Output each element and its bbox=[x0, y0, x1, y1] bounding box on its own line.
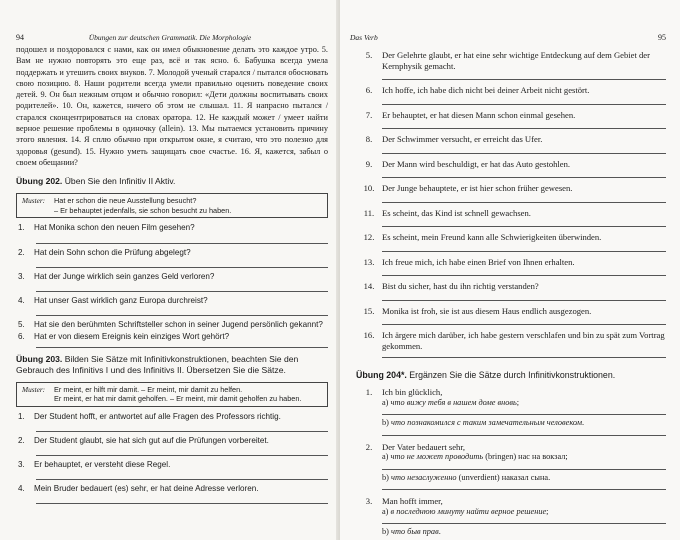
list-item: 3. Hat der Junge wirklich sein ganzes Geld verloren? bbox=[16, 272, 328, 292]
answer-line bbox=[382, 79, 666, 80]
answer-line bbox=[382, 275, 666, 276]
list-item: 13. Ich freue mich, ich habe einen Brief von Ihnen erhalten. bbox=[356, 257, 666, 277]
right-page-number: 95 bbox=[658, 33, 666, 42]
answer-line bbox=[382, 104, 666, 105]
list-item: 9. Der Mann wird beschuldigt, er hat das Auto gestohlen. bbox=[356, 159, 666, 179]
list-item: 6. Hat er von diesem Ereignis kein einziges Wort gehört? bbox=[16, 332, 328, 347]
answer-line bbox=[382, 324, 666, 325]
answer-line bbox=[382, 153, 666, 154]
answer-line bbox=[36, 243, 328, 244]
answer-line bbox=[382, 177, 666, 178]
list-item: 6. Ich hoffe, ich habe dich nicht bei deiner Arbeit nicht gestört. bbox=[356, 85, 666, 105]
example-label: Muster: bbox=[22, 196, 46, 206]
exercise-204-items bbox=[356, 387, 666, 540]
list-item: 2. Der Student glaubt, sie hat sich gut auf die Prüfungen vorbereitet. bbox=[16, 436, 328, 456]
option-b: b) что познакомился с таким замечательным человеком. bbox=[382, 418, 585, 427]
exercise-203-title: Übung 203. Bilden Sie Sätze mit Infinitivkonstruktionen, beachten Sie den Gebrauch des Infinitivs I und des Infinitivs II. Übersetzen Sie die Sätze. bbox=[16, 353, 299, 375]
answer-line bbox=[36, 315, 328, 316]
answer-line bbox=[36, 291, 328, 292]
left-page-number: 94 bbox=[16, 33, 24, 42]
answer-line bbox=[382, 202, 666, 203]
exercise-204-title: Übung 204*. Ergänzen Sie die Sätze durch Infinitivkonstruktionen. bbox=[356, 370, 616, 380]
list-item: 8. Der Schwimmer versucht, er erreicht das Ufer. bbox=[356, 134, 666, 154]
answer-line bbox=[382, 435, 666, 436]
answer-line bbox=[382, 357, 666, 358]
list-item: 4. Hat unser Gast wirklich ganz Europa durchreist? bbox=[16, 296, 328, 316]
answer-line bbox=[36, 431, 328, 432]
example-line: Er meint, er hilft mir damit. – Er meint, mir damit zu helfen. bbox=[54, 384, 243, 394]
option-b: b) что быв прав. bbox=[382, 527, 441, 536]
list-item: 14. Bist du sicher, hast du ihn richtig verstanden? bbox=[356, 281, 666, 301]
answer-line bbox=[382, 469, 666, 470]
list-item: 7. Er behauptet, er hat diesen Mann schon einmal gesehen. bbox=[356, 110, 666, 130]
answer-line bbox=[36, 479, 328, 480]
answer-line bbox=[382, 251, 666, 252]
list-item: 2. Hat dein Sohn schon die Prüfung abgelegt? bbox=[16, 248, 328, 268]
option-a: a) в последнюю минуту найти верное решение; bbox=[382, 506, 549, 516]
list-item: 2. Der Vater bedauert sehr, a) что не может проводить (bringen) нас на вокзал; b) что незаслуженно (unverdient) наказал сына. bbox=[356, 442, 666, 491]
answer-line bbox=[36, 455, 328, 456]
answer-line bbox=[382, 128, 666, 129]
option-b: b) что незаслуженно (unverdient) наказал сына. bbox=[382, 472, 551, 482]
left-running-head: Übungen zur deutschen Grammatik. Die Morphologie bbox=[88, 33, 252, 42]
exercise-202-example-box bbox=[16, 193, 328, 218]
exercise-203-example-box bbox=[16, 382, 328, 407]
list-item: 11. Es scheint, das Kind ist schnell gewachsen. bbox=[356, 208, 666, 228]
list-item: 15. Monika ist froh, sie ist aus diesem Haus endlich ausgezogen. bbox=[356, 306, 666, 326]
answer-line bbox=[382, 414, 666, 415]
answer-line bbox=[36, 267, 328, 268]
example-line: – Er behauptet jedenfalls, sie schon besucht zu haben. bbox=[54, 205, 232, 215]
answer-line bbox=[382, 300, 666, 301]
list-item: 5. Hat sie den berühmten Schriftsteller schon in seiner Jugend persönlich gekannt? bbox=[18, 320, 323, 330]
continued-translation-text: подошел и поздоровался с нами, как он имел обыкновение делать это каждое утро. 5. Вам не нужно повторять это еще раз, всё и так ясно. 6. Бабушка всегда умела поддержать и утешить своих внуков. 7. Молодой ученый старался / пытался обосновать свою позицию. 8. Наши родители всегда умели правильно оценить поведение своих детей. 9. Он был нежным отцом и обычно говорил: «Дети должны воспитывать своих родителей». 10. Он, кажется, ничего об этом не слышал. 11. Я напрасно пытался / старался сконцентрироваться на словах оратора. 12. Не каждый может / умеет найти верное решение проблемы в одиночку (allein). 13. Мы пытаемся установить причину этого явления. 14. Я сплю обычно при открытом окне, я считаю, что это полезно для здоровья (gesund). 15. Нужно уметь защищать свое счастье. 16. Я, кажется, забыл о своем обещании? bbox=[16, 45, 328, 167]
list-item: 3. Er behauptet, er versteht diese Regel. bbox=[16, 460, 328, 480]
exercise-202-title: Übung 202. Üben Sie den Infinitiv II Aktiv. bbox=[16, 176, 176, 187]
option-a: a) что вижу тебя в нашем доме вновь; bbox=[382, 397, 520, 407]
example-label: Muster: bbox=[22, 384, 46, 394]
list-item: 1. Ich bin glücklich, a) что вижу тебя в нашем доме вновь; b) что познакомился с таким замечательным человеком. bbox=[356, 387, 666, 436]
list-item: 10. Der Junge behauptete, er ist hier schon früher gewesen. bbox=[356, 183, 666, 203]
exercise-203-items bbox=[16, 412, 328, 504]
example-line: Hat er schon die neue Ausstellung besucht? bbox=[54, 196, 197, 206]
list-item: 3. Man hofft immer, a) в последнюю минуту найти верное решение; b) что быв прав. bbox=[356, 496, 666, 540]
example-line: Er meint, er hat mir damit geholfen. – Er meint, mir damit geholfen zu haben. bbox=[54, 394, 302, 404]
right-running-head: Das Verb bbox=[350, 33, 378, 42]
answer-line bbox=[382, 523, 666, 524]
answer-line bbox=[36, 347, 328, 348]
exercise-202-items bbox=[16, 223, 328, 347]
exercise-203-items-continued bbox=[356, 50, 666, 358]
list-item: 5. Der Gelehrte glaubt, er hat eine sehr wichtige Entdeckung auf dem Gebiet der Kernphysik gemacht. bbox=[356, 50, 666, 80]
option-a: a) что не может проводить (bringen) нас на вокзал; bbox=[382, 452, 568, 461]
list-item: 16. Ich ärgere mich darüber, ich habe gestern verschlafen und bin zu spät zum Vortrag gekommen. bbox=[356, 330, 666, 358]
list-item: 4. Mein Bruder bedauert (es) sehr, er hat deine Adresse verloren. bbox=[16, 484, 328, 503]
right-page bbox=[340, 0, 680, 540]
answer-line bbox=[382, 226, 666, 227]
list-item: 1. Hat Monika schon den neuen Film gesehen? bbox=[16, 223, 328, 243]
list-item: 1. Der Student hofft, er antwortet auf alle Fragen des Professors richtig. bbox=[16, 412, 328, 432]
answer-line bbox=[36, 503, 328, 504]
answer-line bbox=[382, 489, 666, 490]
list-item: 12. Es scheint, mein Freund kann alle Schwierigkeiten überwinden. bbox=[356, 232, 666, 252]
